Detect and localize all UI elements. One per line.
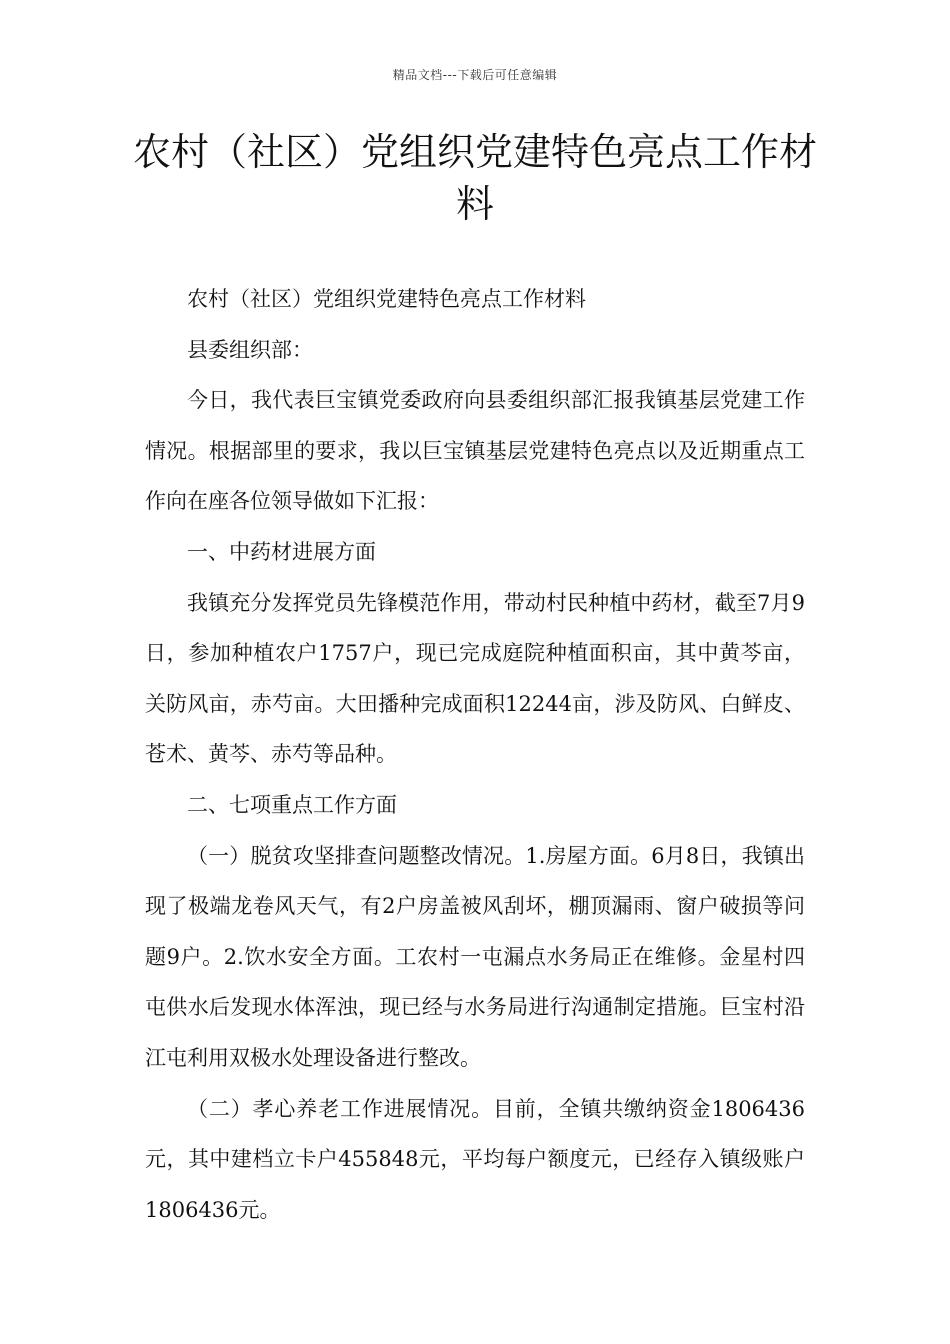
section-heading-1: 一、中药材进展方面 xyxy=(187,539,376,564)
paragraph-subtitle: 农村（社区）党组织党建特色亮点工作材料 xyxy=(187,287,586,311)
paragraph-salutation: 县委组织部： xyxy=(187,337,313,362)
paragraph-herbs: 我镇充分发挥党员先锋模范作用，带动村民种植中药材，截至7月9日，参加种植农户1757户，现已完成庭院种植面积亩，其中黄芩亩，关防风亩，赤芍亩。大田播种完成面积12244亩，涉及防风、白鲜皮、苍术、黄芩、赤芍等品种。 xyxy=(145,590,805,767)
header-note: 精品文档---下载后可任意编辑 xyxy=(392,68,558,82)
document-body xyxy=(145,274,805,1235)
document-title: 农村（社区）党组织党建特色亮点工作材料 xyxy=(132,130,817,226)
section-heading-2: 二、七项重点工作方面 xyxy=(187,792,397,817)
paragraph-poverty: （一）脱贫攻坚排查问题整改情况。1.房屋方面。6月8日，我镇出现了极端龙卷风天气，有2户房盖被风刮坏，棚顶漏雨、窗户破损等问题9户。2.饮水安全方面。工农村一屯漏点水务局正在维修。金星村四屯供水后发现水体浑浊，现已经与水务局进行沟通制定措施。巨宝村沿江屯利用双极水处理设备进行整改。 xyxy=(145,843,805,1070)
paragraph-intro: 今日，我代表巨宝镇党委政府向县委组织部汇报我镇基层党建工作情况。根据部里的要求，我以巨宝镇基层党建特色亮点以及近期重点工作向在座各位领导做如下汇报： xyxy=(145,388,805,514)
paragraph-elderly: （二）孝心养老工作进展情况。目前，全镇共缴纳资金1806436元，其中建档立卡户455848元，平均每户额度元，已经存入镇级账户1806436元。 xyxy=(145,1096,805,1222)
